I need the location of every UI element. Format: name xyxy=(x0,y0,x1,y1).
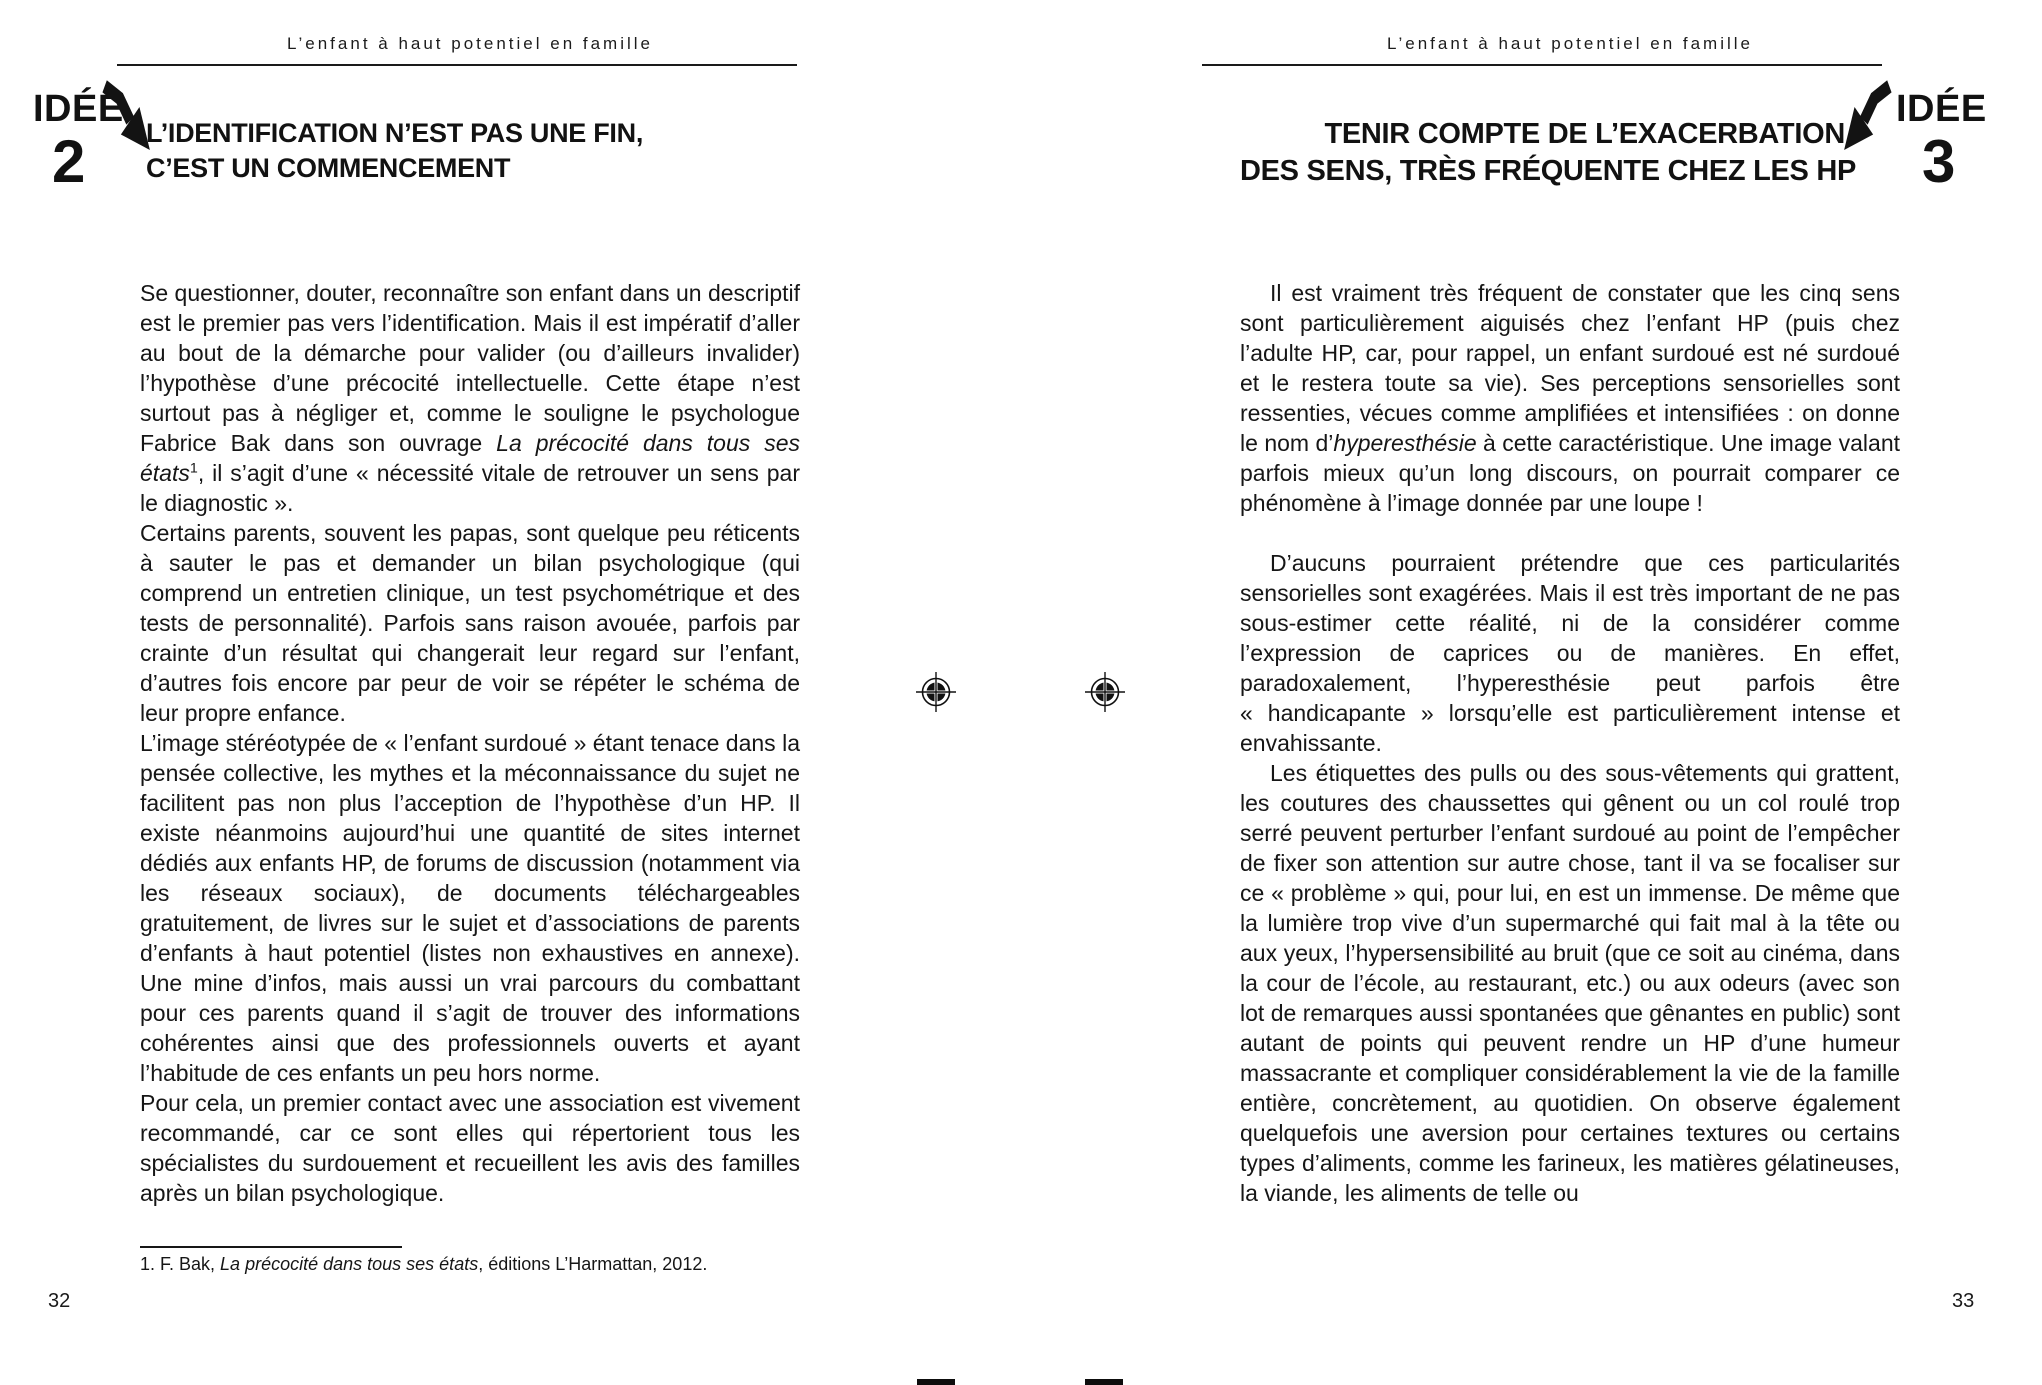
text-run: , il s’agit d’une « nécessité vitale de retrouver un sens par le diagnostic ». xyxy=(140,460,800,516)
italic-text: La précocité dans tous ses états xyxy=(140,430,801,486)
text-run: , éditions L’Harmattan, 2012. xyxy=(478,1254,708,1274)
text-run: Certains parents, souvent les papas, sont quelque peu réticents à sauter le pas et demander un bilan psychologique (qui comprend un entretien clinique, un test psychométrique et des tests de personnalité). Parfois sans raison avouée, parfois par crainte d’un résultat qui changerait leur regard sur l’enfant, d’autres fois encore par peur de voir se répéter le schéma de leur propre enfance. xyxy=(140,520,800,726)
text-run: Se questionner, douter, reconnaître son enfant dans un descriptif est le premier pas vers l’identification. Mais il est impératif d’aller au bout de la démarche pour valider (ou d’ailleurs invalider) l’hypothèse d’une précocité intellectuelle. Cette étape n’est surtout pas à négliger et, comme le souligne le psychologue Fabrice Bak dans son ouvrage xyxy=(140,280,800,456)
text-run: Il est vraiment très fréquent de constater que les cinq sens sont particulièrement aiguisés chez l’enfant HP (puis chez l’adulte HP, car, pour rappel, un enfant surdoué est né surdoué et le restera toute sa vie). Ses perceptions sensorielles sont ressenties, vécues comme amplifiées et intensifiées : on donne le nom d’ xyxy=(1240,280,1900,456)
text-run: D’aucuns pourraient prétendre que ces particularités sensorielles sont exagérées. Mais il est très important de ne pas sous-estimer cette réalité, ni de la considérer comme l’expression de caprices ou de manières. En effet, paradoxalement, l’hyperesthésie peut parfois être « handicapante » lorsqu’elle est particulièrement intense et envahissante. xyxy=(1240,550,1900,756)
text-run: à cette caractéristique. Une image valant parfois mieux qu’un long discours, on pourrait comparer ce phénomène à l’image donnée par une loupe ! xyxy=(1240,430,1900,516)
body-paragraph xyxy=(1240,548,1900,758)
chapter-title-line2: DES SENS, TRÈS FRÉQUENTE CHEZ LES HP xyxy=(1240,155,1857,187)
registration-mark xyxy=(1083,670,1127,714)
text-run: Les étiquettes des pulls ou des sous-vêtements qui grattent, les coutures des chaussettes qui gênent ou un col roulé trop serré peuvent perturber l’enfant surdoué au point de l’empêcher de fixer son attention sur autre chose, tant il va se focaliser sur ce « problème » qui, pour lui, en est un immense. De même que la lumière trop vive d’un supermarché qui fait mal à la tête ou aux yeux, l’hypersensibilité au bruit (que ce soit au cinéma, dans la cour de l’école, au restaurant, etc.) ou aux odeurs (avec son lot de remarques aussi spontanées que gênantes en public) sont autant de points qui peuvent rendre un HP d’une humeur massacrante et compliquer considérablement la vie de la famille entière, concrètement, au quotidien. On observe également quelquefois une aversion pour certaines textures ou certains types d’aliments, comme les farineux, les matières gélatineuses, la viande, les aliments de telle ou xyxy=(1240,760,1900,1206)
chapter-title-line2: C’EST UN COMMENCEMENT xyxy=(146,153,511,183)
italic-text: hyperesthésie xyxy=(1333,430,1477,456)
footnote-rule xyxy=(140,1246,402,1248)
page-right xyxy=(1021,0,2042,1385)
chapter-title xyxy=(1240,116,1857,190)
running-header-rule xyxy=(1202,64,1882,66)
body-paragraph xyxy=(1240,278,1900,518)
idea-label: IDÉE xyxy=(1896,88,1987,130)
running-header-rule xyxy=(117,64,797,66)
idea-number: 2 xyxy=(52,128,86,195)
body-paragraph xyxy=(140,728,800,1088)
footnote xyxy=(140,1254,800,1275)
body-paragraph xyxy=(140,278,800,518)
body-paragraph xyxy=(140,1088,800,1208)
text-run: Pour cela, un premier contact avec une association est vivement recommandé, car ce sont elles qui répertorient tous les spécialistes du surdouement et recueillent les avis des familles après un bilan psychologique. xyxy=(140,1090,800,1206)
text-run: 1. F. Bak, xyxy=(140,1254,221,1274)
chapter-title-line1: L’IDENTIFICATION N’EST PAS UNE FIN, xyxy=(146,118,644,148)
body-column xyxy=(1240,278,1900,1208)
registration-mark xyxy=(914,670,958,714)
text-run: L’image stéréotypée de « l’enfant surdoué » étant tenace dans la pensée collective, les mythes et la méconnaissance du sujet ne facilitent pas non plus l’acception de l’hypothèse d’un HP. Il existe néanmoins aujourd’hui une quantité de sites internet dédiés aux enfants HP, de forums de discussion (notamment via les réseaux sociaux), de documents téléchargeables gratuitement, de livres sur le sujet et d’associations de parents d’enfants à haut potentiel (listes non exhaustives en annexe). Une mine d’infos, mais aussi un vrai parcours du combattant pour ces parents quand il s’agit de trouver des informations cohérentes ainsi que des professionnels ouverts et ayant l’habitude de ces enfants un peu hors norme. xyxy=(140,730,800,1086)
footnote-reference: 1 xyxy=(189,460,198,477)
running-header: L’enfant à haut potentiel en famille xyxy=(1386,34,1754,53)
chapter-title-line1: TENIR COMPTE DE L’EXACERBATION xyxy=(1324,118,1845,150)
body-column xyxy=(140,278,800,1208)
page-number: 32 xyxy=(48,1290,71,1312)
crop-mark xyxy=(1085,1379,1123,1385)
page-number: 33 xyxy=(1952,1290,1975,1312)
chapter-title xyxy=(146,116,643,186)
idea-label: IDÉE xyxy=(33,88,124,130)
running-header: L’enfant à haut potentiel en famille xyxy=(286,34,654,53)
body-paragraph xyxy=(140,518,800,728)
crop-mark xyxy=(917,1379,955,1385)
italic-text: La précocité dans tous ses états xyxy=(220,1254,479,1274)
body-paragraph xyxy=(1240,758,1900,1208)
idea-number: 3 xyxy=(1922,128,1956,195)
